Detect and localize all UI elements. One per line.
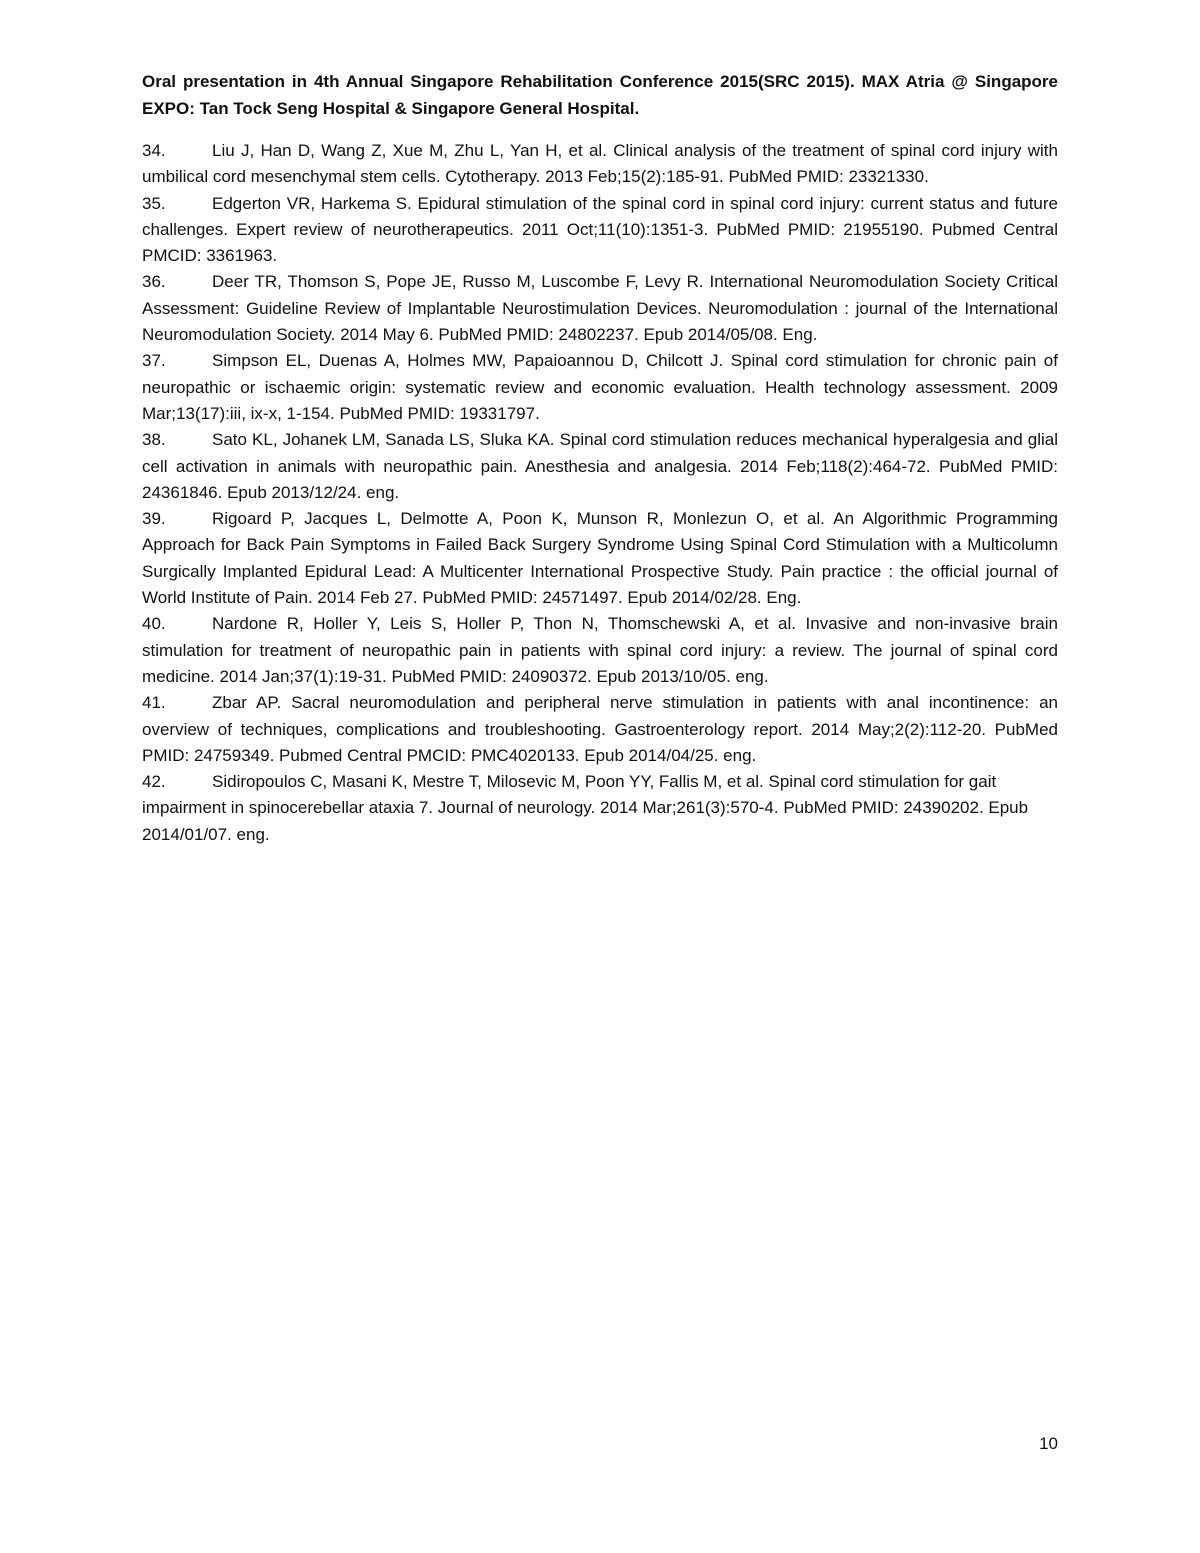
reference-text: Deer TR, Thomson S, Pope JE, Russo M, Luscombe F, Levy R. International Neuromodulation Society Critical Assessment: Guideline Review of Implantable Neurostimulation Devices. Neuromodulation : journal of the International Neuromodulation Society. 2014 May 6. PubMed PMID: 24802237. Epub 2014/05/08. Eng.: [142, 272, 1058, 345]
reference-number: 35.: [142, 193, 166, 213]
reference-text: Sidiropoulos C, Masani K, Mestre T, Milosevic M, Poon YY, Fallis M, et al. Spinal cord stimulation for gait impairment in spinocerebellar ataxia 7. Journal of neurology. 2014 Mar;261(3):570-4. PubMed PMID: 24390202. Epub 2014/01/07. eng.: [142, 772, 1029, 844]
page-number: 10: [1039, 1434, 1058, 1453]
reference-list: [142, 138, 1058, 848]
reference-number: 38.: [142, 430, 166, 450]
reference-number: 41.: [142, 693, 166, 713]
reference-text: Nardone R, Holler Y, Leis S, Holler P, Thon N, Thomschewski A, et al. Invasive and non-invasive brain stimulation for treatment of neuropathic pain in patients with spinal cord injury: a review. The journal of spinal cord medicine. 2014 Jan;37(1):19-31. PubMed PMID: 24090372. Epub 2013/10/05. eng.: [142, 614, 1058, 686]
reference-item: [142, 269, 1058, 348]
reference-item: [142, 611, 1058, 690]
reference-item: [142, 427, 1058, 506]
reference-number: 36.: [142, 272, 166, 292]
document-page: [142, 68, 1058, 848]
reference-text: Sato KL, Johanek LM, Sanada LS, Sluka KA. Spinal cord stimulation reduces mechanical hyperalgesia and glial cell activation in animals with neuropathic pain. Anesthesia and analgesia. 2014 Feb;118(2):464-72. PubMed PMID: 24361846. Epub 2013/12/24. eng.: [142, 430, 1058, 502]
reference-number: 40.: [142, 614, 166, 634]
reference-item: [142, 191, 1058, 270]
reference-text: Simpson EL, Duenas A, Holmes MW, Papaioannou D, Chilcott J. Spinal cord stimulation for chronic pain of neuropathic or ischaemic origin: systematic review and economic evaluation. Health technology assessment. 2009 Mar;13(17):iii, ix-x, 1-154. PubMed PMID: 19331797.: [142, 351, 1058, 423]
reference-number: 37.: [142, 351, 166, 371]
reference-text: Rigoard P, Jacques L, Delmotte A, Poon K, Munson R, Monlezun O, et al. An Algorithmic Programming Approach for Back Pain Symptoms in Failed Back Surgery Syndrome Using Spinal Cord Stimulation with a Multicolumn Surgically Implanted Epidural Lead: A Multicenter International Prospective Study. Pain practice : the official journal of World Institute of Pain. 2014 Feb 27. PubMed PMID: 24571497. Epub 2014/02/28. Eng.: [142, 509, 1058, 608]
reference-text: Zbar AP. Sacral neuromodulation and peripheral nerve stimulation in patients with anal incontinence: an overview of techniques, complications and troubleshooting. Gastroenterology report. 2014 May;2(2):112-20. PubMed PMID: 24759349. Pubmed Central PMCID: PMC4020133. Epub 2014/04/25. eng.: [142, 693, 1058, 765]
reference-number: 42.: [142, 772, 166, 792]
reference-text: Edgerton VR, Harkema S. Epidural stimulation of the spinal cord in spinal cord injury: current status and future challenges. Expert review of neurotherapeutics. 2011 Oct;11(10):1351-3. PubMed PMID: 21955190. Pubmed Central PMCID: 3361963.: [142, 193, 1058, 266]
reference-item: [142, 506, 1058, 611]
reference-item: [142, 348, 1058, 427]
reference-number: 34.: [142, 141, 166, 160]
reference-item: [142, 690, 1058, 769]
reference-item: [142, 138, 1058, 191]
reference-number: 39.: [142, 509, 166, 529]
reference-item: [142, 769, 1058, 848]
presentation-heading: Oral presentation in 4th Annual Singapore Rehabilitation Conference 2015(SRC 2015). MAX Atria @ Singapore EXPO: Tan Tock Seng Hospital & Singapore General Hospital.: [142, 72, 1058, 118]
reference-text: Liu J, Han D, Wang Z, Xue M, Zhu L, Yan H, et al. Clinical analysis of the treatment of spinal cord injury with umbilical cord mesenchymal stem cells. Cytotherapy. 2013 Feb;15(2):185-91. PubMed PMID: 23321330.: [142, 141, 1058, 187]
